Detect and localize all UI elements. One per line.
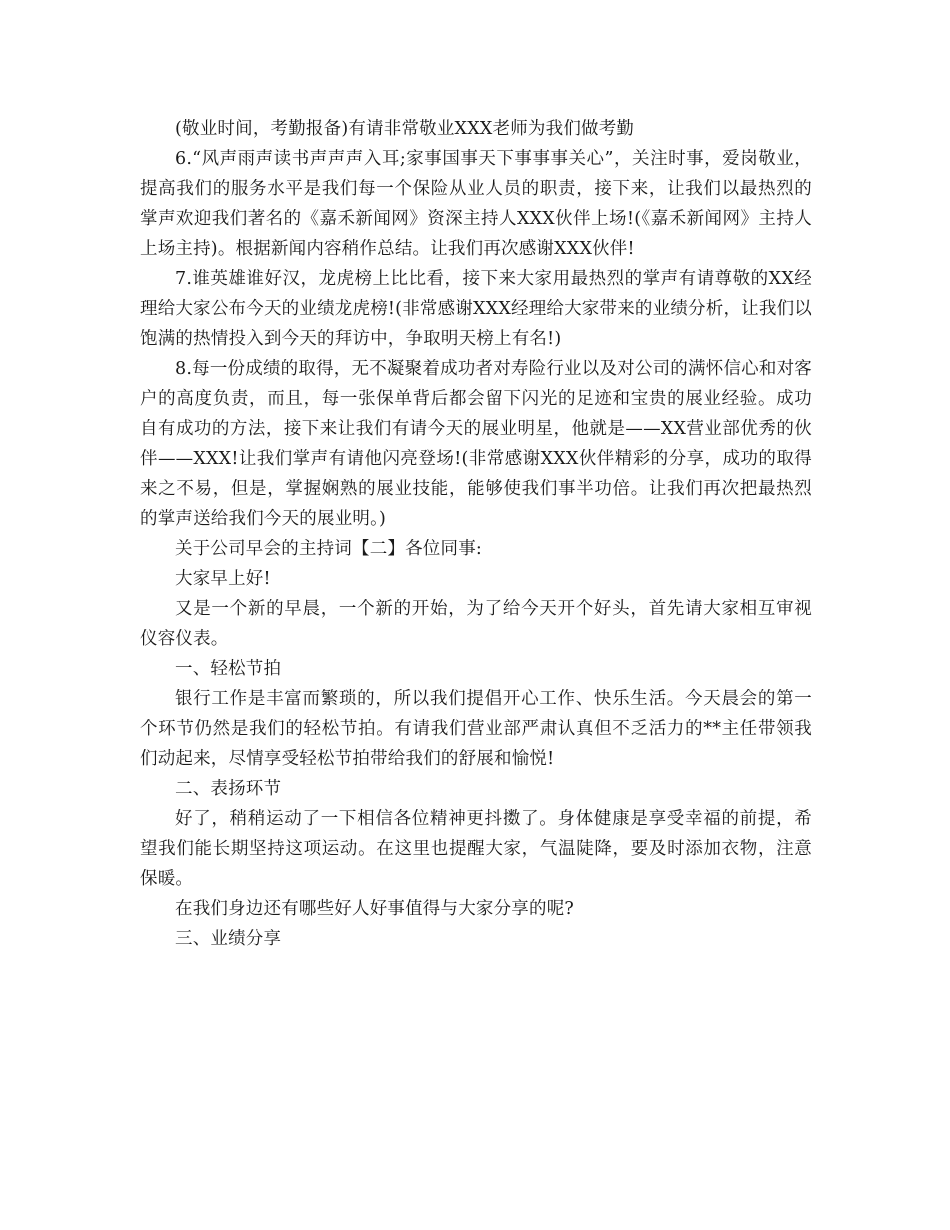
heading-relax-beat: 一、轻松节拍 (175, 659, 282, 679)
paragraph-relax-beat: 银行工作是丰富而繁琐的，所以我们提倡开心工作、快乐生活。今天晨会的第一个环节仍然是我们的轻松节拍。有请我们营业部严肃认真但不乏活力的**主任带领我们动起来，尽情享受轻松节拍带给我们的舒展和愉悦! (140, 689, 812, 769)
greeting: 大家早上好! (175, 569, 271, 589)
paragraph-attendance: (敬业时间，考勤报备)有请非常敬业XXX老师为我们做考勤 (175, 119, 635, 139)
paragraph-item-6: 6.“风声雨声读书声声声入耳;家事国事天下事事事关心”，关注时事，爱岗敬业，提高我们的服务水平是我们每一个保险从业人员的职责，接下来，让我们以最热烈的掌声欢迎我们著名的《嘉禾新闻网》资深主持人XXX伙伴上场!(《嘉禾新闻网》主持人上场主持)。根据新闻内容稍作总结。让我们再次感谢XXX伙伴! (140, 149, 812, 259)
section-heading-part-two: 关于公司早会的主持词【二】各位同事: (175, 539, 482, 559)
paragraph-good-deeds: 在我们身边还有哪些好人好事值得与大家分享的呢? (175, 899, 574, 919)
paragraph-item-8: 8.每一份成绩的取得，无不凝聚着成功者对寿险行业以及对公司的满怀信心和对客户的高度负责，而且，每一张保单背后都会留下闪光的足迹和宝贵的展业经验。成功自有成功的方法，接下来让我们有请今天的展业明星，他就是——XX营业部优秀的伙伴——XXX!让我们掌声有请他闪亮登场!(非常感谢XXX伙伴精彩的分享，成功的取得来之不易，但是，掌握娴熟的展业技能，能够使我们事半功倍。让我们再次把最热烈的掌声送给我们今天的展业明。) (140, 359, 812, 529)
heading-praise: 二、表扬环节 (175, 779, 282, 799)
paragraph-praise: 好了，稍稍运动了一下相信各位精神更抖擞了。身体健康是享受幸福的前提，希望我们能长期坚持这项运动。在这里也提醒大家，气温陡降，要及时添加衣物，注意保暖。 (140, 809, 812, 889)
document-page (140, 114, 812, 954)
paragraph-item-7: 7.谁英雄谁好汉，龙虎榜上比比看，接下来大家用最热烈的掌声有请尊敬的XX经理给大家公布今天的业绩龙虎榜!(非常感谢XXX经理给大家带来的业绩分析，让我们以饱满的热情投入到今天的拜访中，争取明天榜上有名!) (140, 269, 812, 349)
heading-performance-share: 三、业绩分享 (175, 929, 282, 949)
paragraph-opening: 又是一个新的早晨，一个新的开始，为了给今天开个好头，首先请大家相互审视仪容仪表。 (140, 599, 812, 649)
